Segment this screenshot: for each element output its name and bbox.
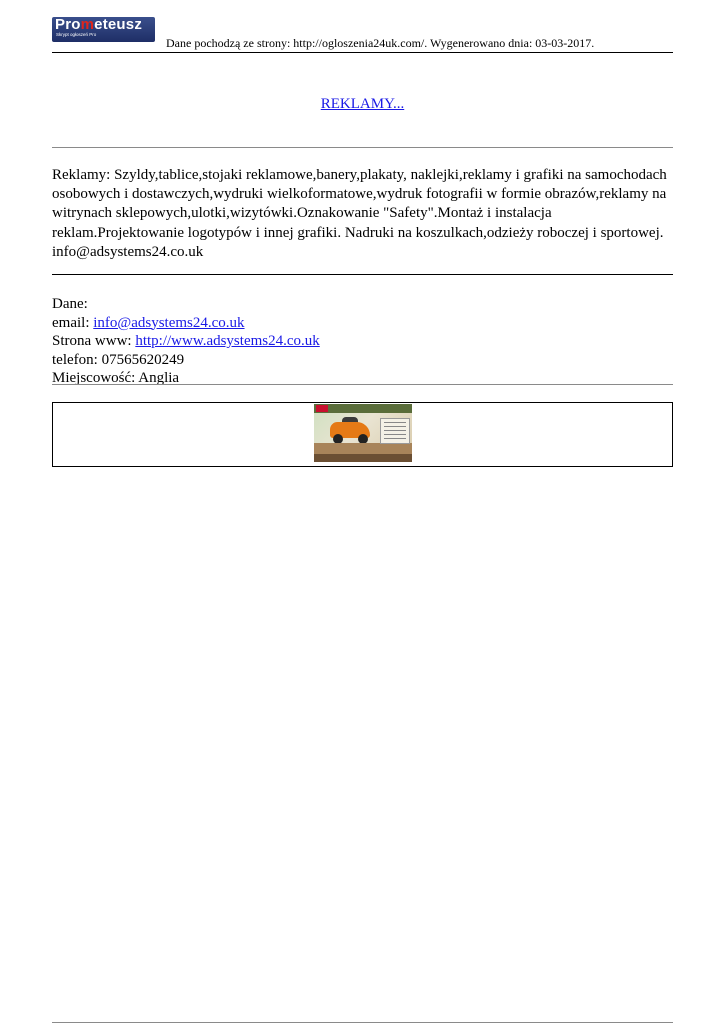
logo-wordmark: Prometeusz	[55, 17, 143, 33]
image-frame	[52, 402, 673, 467]
thumb-top-band	[314, 404, 412, 413]
details-divider	[52, 384, 673, 385]
listing-description: Reklamy: Szyldy,tablice,stojaki reklamowe,banery,plakaty, naklejki,reklamy i grafiki na samochodach osobowych i dostawczych,wydruki wielkoformatowe,wydruk fotografii w formie obrazów,reklamy na witrynach sklepowych,ulotki,wizytówki.Oznakowanie "Safety".Montaż i instalacja reklam.Projektowanie logotypów i innej grafiki. Nadruki na koszulkach,odzieży roboczej i sportowej. info@adsystems24.co.uk	[52, 167, 667, 260]
title-divider	[52, 147, 673, 148]
prometeusz-logo	[52, 17, 155, 42]
email-link[interactable]: info@adsystems24.co.uk	[93, 314, 245, 331]
listing-title-link[interactable]: REKLAMY...	[320, 96, 405, 112]
ad-image-thumbnail[interactable]	[314, 404, 412, 462]
www-label: Strona www:	[52, 333, 136, 349]
thumb-ground	[314, 443, 412, 454]
footer-divider	[52, 1022, 673, 1023]
header-divider	[52, 52, 673, 53]
email-row	[52, 314, 673, 333]
flag-icon	[316, 405, 328, 412]
www-row	[52, 332, 673, 351]
details-heading: Dane:	[52, 296, 88, 312]
city-row: Miejscowość: Anglia	[52, 370, 180, 386]
contact-details	[52, 295, 673, 388]
email-label: email:	[52, 314, 94, 331]
logo-tagline: Skrypt ogłoszeń Pro	[56, 32, 97, 37]
thumb-text-panel	[380, 418, 410, 444]
phone-row: telefon: 07565620249	[52, 351, 185, 368]
description-divider	[52, 274, 673, 275]
thumb-footer-band	[314, 454, 412, 462]
website-link[interactable]: http://www.adsystems24.co.uk	[135, 333, 320, 349]
source-line: Dane pochodzą ze strony: http://ogloszenia24uk.com/. Wygenerowano dnia: 03-03-2017.	[166, 36, 595, 50]
